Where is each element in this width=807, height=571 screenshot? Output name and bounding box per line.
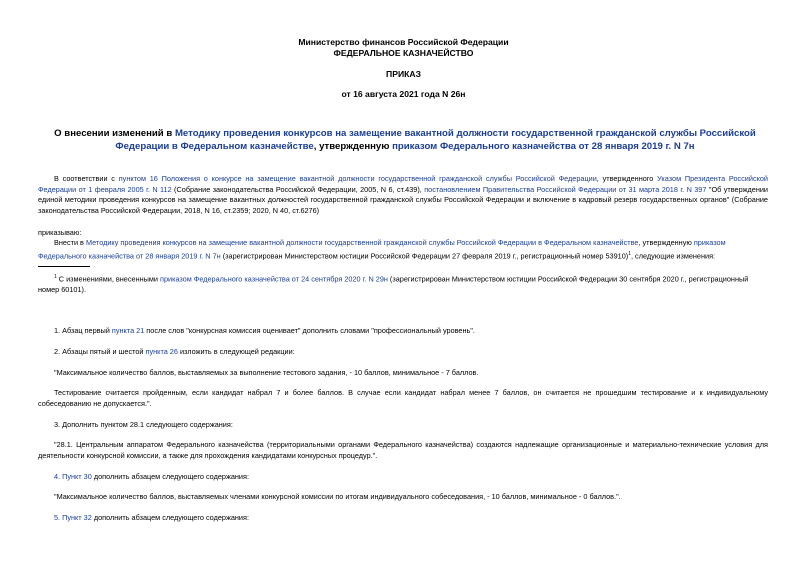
title-link-order[interactable]: приказом Федерального казначейства от 28 января 2019 г. N 7н [392,141,695,152]
footnote-paragraph [38,272,768,295]
preamble-link-resolution[interactable]: постановлением Правительства Российской Федерации от 31 марта 2018 г. N 397 [424,184,707,194]
footnote-number: 1 [54,274,57,280]
order-word: приказываю: [38,228,82,237]
item-5-link[interactable]: 5. Пункт 32 [54,513,92,522]
item-4-quote: "Максимальное количество баллов, выставляемых членами конкурсной комиссии по итогам индивидуального собеседования, - 10 баллов, минимальное - 0 баллов.". [54,492,621,501]
footnote-separator [38,266,90,267]
title-text: , утвержденную [313,141,393,152]
document-type: ПРИКАЗ [386,69,421,79]
intro-text: , утвержденную [638,238,694,247]
item-3: 3. Дополнить пунктом 28.1 следующего содержания: [54,420,233,429]
item-text: после слов "конкурсная комиссия оценивает" дополнить словами "профессиональный уровень". [144,326,475,335]
footnote-marker[interactable]: 1 [628,250,631,257]
title-text: О внесении изменений в [54,128,175,139]
item-4-link[interactable]: 4. Пункт 30 [54,472,92,481]
preamble-paragraph [38,174,768,216]
item-text: 1. Абзац первый [54,326,112,335]
preamble-text: (Собрание законодательства Российской Федерации, 2005, N 6, ст.439), [171,184,425,194]
agency-name: ФЕДЕРАЛЬНОЕ КАЗНАЧЕЙСТВО [333,48,474,58]
preamble-text: В соответствии с [54,174,119,183]
footnote-text: С изменениями, внесенными [56,274,160,284]
item-text: дополнить абзацем следующего содержания: [91,513,249,522]
item-2-quote-2: Тестирование считается пройденным, если кандидат набрал 7 и более баллов. В случае если кандидат набрал менее 7 баллов, он считается не прошедшим тестирование и к индивидуальному собеседованию не допускается.". [38,388,768,408]
title-link-methodology[interactable]: Методику проведения конкурсов на замещение вакантной должности государственной гражданской службы Российской Федерации в Федеральном казначействе [115,128,756,152]
item-3-quote: "28.1. Центральным аппаратом Федерального казначейства (территориальными органами Федерального казначейства) создаются надлежащие организационные и материально-технические условия для деятельности конкурсной комиссии, а также для прохождения кандидатами конкурсных процедур.". [38,440,768,460]
preamble-link-decree[interactable]: Указом Президента Российской Федерации от 1 февраля 2005 г. N 112 [38,174,769,194]
preamble-text: "Об утверждении единой методики проведения конкурсов на замещение вакантных должностей государственной гражданской службы Российской Федерации и включение в кадровый резерв государственных органов" (Собрание законодательства Российской Федерации, 2018, N 16, ст.2359; 2020, N 40, ст.6276) [38,184,769,215]
intro-text: (зарегистрирован Министерством юстиции Российской Федерации 27 февраля 2019 г., регистрационный номер 53910) [220,250,629,260]
item-2-link[interactable]: пункта 26 [145,347,178,356]
intro-link-order[interactable]: приказом Федерального казначейства от 28 января 2019 г. N 7н [38,238,726,260]
item-4 [38,472,768,483]
ministry-name: Министерство финансов Российской Федерации [298,37,509,47]
intro-text: Внести в [54,238,86,247]
item-2 [38,347,768,358]
footnote-text: (зарегистрирован Министерством юстиции Российской Федерации 30 сентября 2020 г., регистрационный номер 60101). [38,274,749,294]
item-text: дополнить абзацем следующего содержания: [91,472,249,481]
item-5 [38,513,768,524]
intro-paragraph [38,238,768,261]
document-date: от 16 августа 2021 года N 26н [341,89,466,99]
item-2-quote-1: "Максимальное количество баллов, выставляемых за выполнение тестового задания, - 10 баллов, минимальное - 7 баллов. [54,368,479,377]
item-1-link[interactable]: пункта 21 [111,326,145,335]
footnote-link-order[interactable]: приказом Федерального казначейства от 24 сентября 2020 г. N 29н [160,274,388,284]
intro-link-methodology[interactable]: Методику проведения конкурсов на замещение вакантной должности государственной гражданской службы Российской Федерации в Федеральном казначействе [85,238,639,247]
item-1 [38,326,768,337]
intro-text: , следующие изменения: [631,250,716,260]
document-title [30,127,780,153]
preamble-text: , утвержденного [596,174,658,183]
item-text: 2. Абзацы пятый и шестой [54,347,146,356]
preamble-link-regulation[interactable]: пунктом 16 Положения о конкурсе на замещение вакантной должности государственной гражданской службы Российской Федерации [118,174,597,183]
item-text: изложить в следующей редакции: [177,347,295,356]
